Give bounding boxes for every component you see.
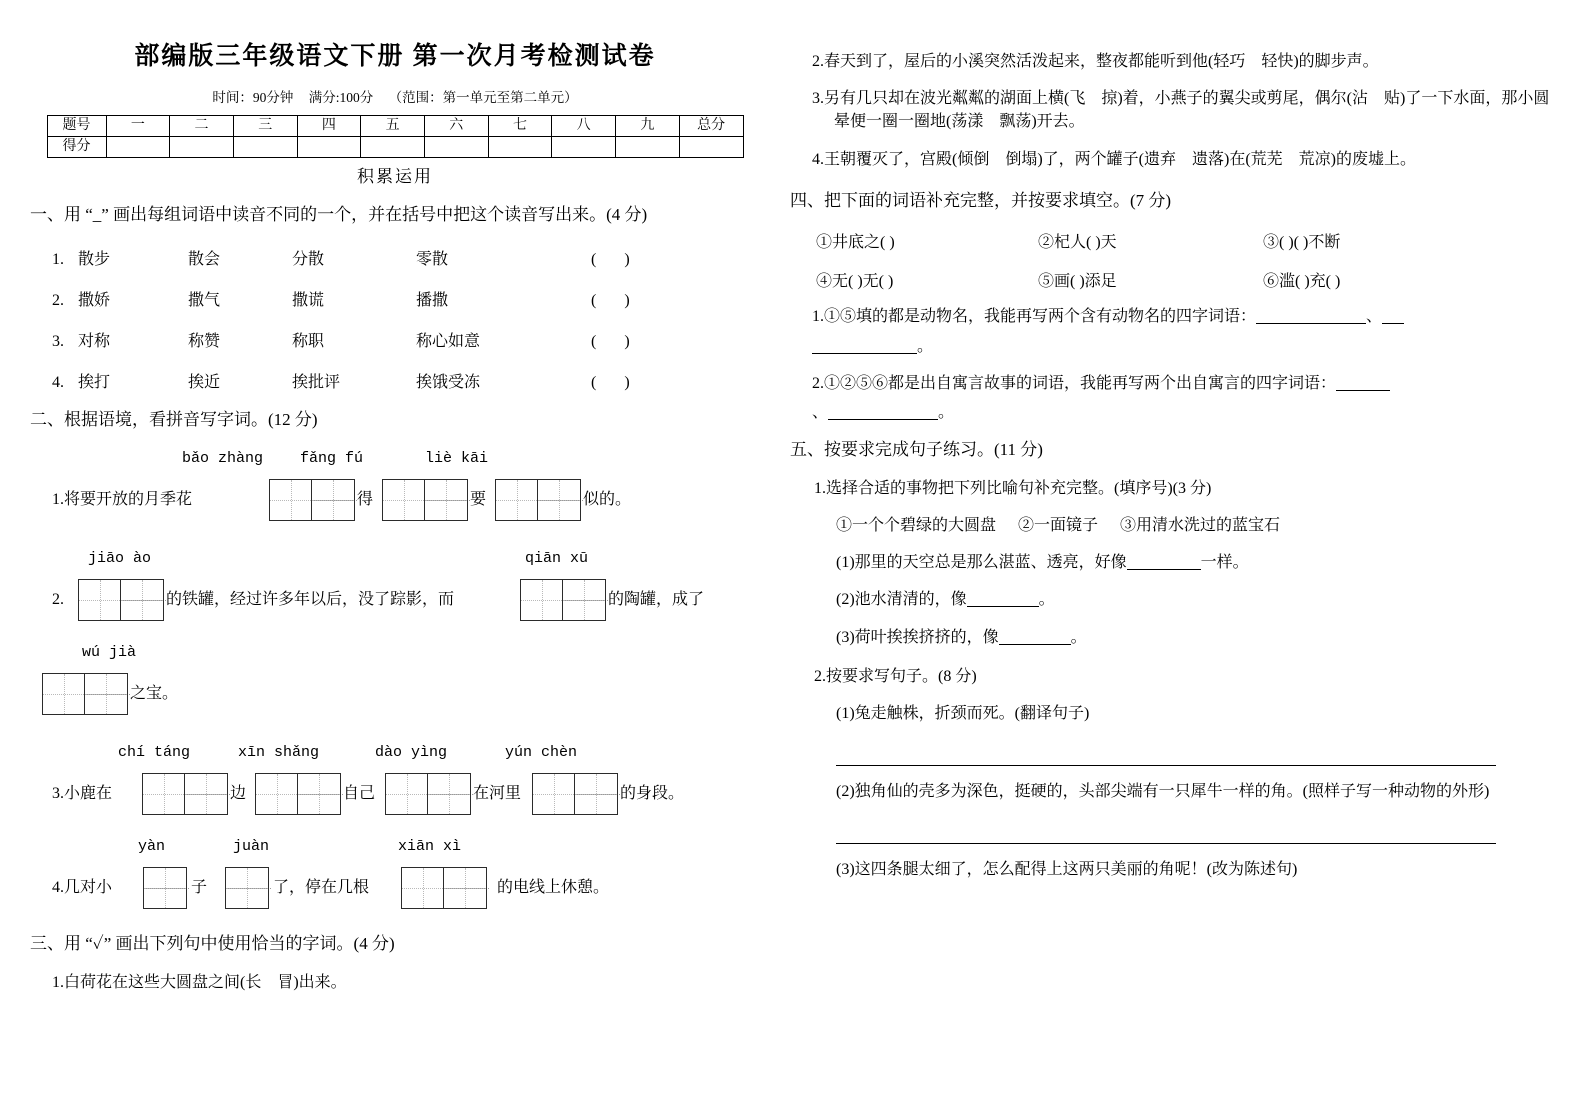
idiom-5[interactable]: ⑤画( )添足	[1038, 273, 1117, 291]
score-table	[47, 115, 744, 158]
q4-mid-text-1: 子	[191, 879, 208, 897]
word-3[interactable]: 分散	[292, 250, 325, 268]
answer-blank[interactable]	[1336, 390, 1390, 391]
score-cell-8[interactable]	[552, 137, 616, 158]
list-item	[30, 369, 760, 392]
q4-tail-text: 的电线上休憩。	[497, 879, 610, 897]
q2b-tail-text: 之宝。	[130, 685, 179, 703]
table-row-header	[47, 116, 743, 137]
section-three-item-3: 3.另有几只却在波光粼粼的湖面上横(飞 掠)着，小燕子的翼尖或剪尾，偶尔(沾 贴)了一下水面，那小圆晕便一圈一圈地(荡漾 飘荡)开去。	[812, 90, 1550, 131]
word-2[interactable]: 挨近	[188, 373, 221, 391]
q2-number: 2.	[52, 591, 64, 609]
section-five-q1-blank-1	[790, 551, 1560, 574]
exam-meta	[30, 86, 760, 106]
section-three-heading: 三、用 “✓” 画出下列句中使用恰当的字词。(4 分)	[30, 934, 395, 954]
section-three-item-2: 2.春天到了，屋后的小溪突然活泼起来，整夜都能听到他(轻巧 轻快)的脚步声。	[812, 53, 1379, 70]
q3-mid-text-1: 边	[230, 785, 247, 803]
followup-2-end: 。	[938, 403, 955, 421]
answer-blank[interactable]	[1382, 323, 1404, 324]
q2-mid-text: 的铁罐，经过许多年以后，没了踪影，而	[166, 591, 455, 609]
score-col-9: 九	[616, 116, 680, 137]
section-five-heading: 五、按要求完成句子练习。(11 分)	[790, 440, 1043, 460]
list-item	[30, 287, 760, 310]
left-column	[30, 0, 760, 994]
idiom-row-1	[790, 229, 1560, 252]
pinyin-line-q4	[30, 838, 760, 860]
answer-grid-box[interactable]	[42, 673, 128, 715]
score-cell-3[interactable]	[233, 137, 297, 158]
q3-mid-text-3: 在河里	[473, 785, 522, 803]
section-four-followup-1	[790, 305, 1560, 357]
answer-blank[interactable]	[828, 419, 938, 420]
section-five-q2-prompt: 2.按要求写句子。(8 分)	[814, 667, 977, 685]
q1-mid-text-1: 得	[357, 491, 374, 509]
blank-3-pre: (3)荷叶挨挨挤挤的，像	[836, 628, 999, 646]
pinyin-lie-kai: liè kāi	[425, 450, 489, 468]
section-four-heading: 四、把下面的词语补充完整，并按要求填空。(7 分)	[790, 190, 1172, 210]
score-cell-6[interactable]	[424, 137, 488, 158]
page-title: 部编版三年级语文下册 第一次月考检测试卷	[134, 43, 656, 70]
pinyin-yun-chen: yún chèn	[505, 744, 578, 762]
sentence-q4	[30, 864, 760, 912]
section-four-followup-2	[790, 372, 1560, 424]
followup-1-text: 1.①⑤填的都是动物名，我能再写两个含有动物名的四字词语：	[812, 308, 1257, 326]
section-five-q2-item-3: (3)这四条腿太细了，怎么配得上这两只美丽的角呢！(改为陈述句)	[836, 861, 1298, 879]
q2-tail-text: 的陶罐，成了	[608, 591, 705, 609]
band-title: 积累运用	[357, 167, 433, 186]
section-five-q2-item-1: (1)兔走触株，折颈而死。(翻译句子)	[836, 704, 1090, 722]
section-one-heading: 一、用 “_” 画出每组词语中读音不同的一个，并在括号中把这个读音写出来。(4 分)	[30, 205, 648, 224]
pinyin-chi-tang: chí táng	[118, 744, 191, 762]
section-two-heading: 二、根据语境，看拼音写字词。(12 分)	[30, 409, 318, 429]
sentence-q3	[30, 770, 760, 818]
list-item	[30, 328, 760, 351]
answer-grid-box[interactable]	[225, 867, 269, 909]
option-3[interactable]: ③用清水洗过的蓝宝石	[1120, 516, 1281, 534]
answer-grid-box[interactable]	[78, 579, 164, 621]
full-marks-label: 满分:100分	[308, 90, 374, 105]
score-col-3: 三	[233, 116, 297, 137]
pinyin-qian-xu: qiān xū	[525, 550, 589, 568]
word-3[interactable]: 撒谎	[292, 291, 325, 309]
answer-blank[interactable]	[1127, 569, 1201, 570]
answer-blank[interactable]	[967, 606, 1039, 607]
score-col-total: 总分	[679, 116, 743, 137]
pinyin-fang-fu: fǎng fú	[300, 450, 364, 468]
scope-label: （范围：第一单元至第二单元）	[388, 90, 578, 105]
word-2[interactable]: 称赞	[188, 332, 221, 350]
q1-mid-text-2: 要	[470, 491, 487, 509]
blank-2-pre: (2)池水清清的，像	[836, 591, 967, 609]
score-cell-1[interactable]	[106, 137, 170, 158]
followup-1-separator: 、	[1366, 308, 1383, 326]
score-cell-total[interactable]	[679, 137, 743, 158]
answer-parenthesis[interactable]: ( )	[591, 250, 642, 268]
section-five-q1-options	[790, 514, 1560, 537]
word-3[interactable]: 挨批评	[292, 373, 341, 391]
answer-grid-box[interactable]	[385, 773, 471, 815]
item-number: 2.	[52, 291, 64, 309]
word-3[interactable]: 称职	[292, 332, 325, 350]
pinyin-jiao-ao: jiāo ào	[88, 550, 152, 568]
time-label: 时间：90分钟	[212, 90, 294, 105]
score-col-4: 四	[297, 116, 361, 137]
pinyin-line-q2	[30, 550, 760, 572]
followup-2-separator: 、	[812, 403, 829, 421]
right-column	[790, 0, 1560, 881]
list-item	[30, 246, 760, 269]
pinyin-bao-zhang: bǎo zhàng	[182, 450, 264, 468]
sentence-q2b	[30, 670, 760, 718]
q4-mid-text-2: 了，停在几根	[273, 879, 370, 897]
followup-1-end: 。	[917, 337, 934, 355]
answer-write-line[interactable]	[836, 765, 1496, 766]
idiom-2[interactable]: ②杞人( )天	[1038, 234, 1117, 252]
answer-grid-box[interactable]	[255, 773, 341, 815]
blank-3-post: 。	[1070, 628, 1087, 646]
word-1[interactable]: 挨打	[78, 373, 111, 391]
item-number: 3.	[52, 332, 64, 350]
score-cell-5[interactable]	[361, 137, 425, 158]
answer-parenthesis[interactable]: ( )	[591, 291, 642, 309]
pinyin-yan: yàn	[138, 838, 166, 856]
score-cell-4[interactable]	[297, 137, 361, 158]
answer-grid-box[interactable]	[520, 579, 606, 621]
answer-write-line[interactable]	[836, 843, 1496, 844]
score-col-1: 一	[106, 116, 170, 137]
answer-grid-box[interactable]	[401, 867, 487, 909]
word-1[interactable]: 对称	[78, 332, 111, 350]
score-table-row-label-0: 题号	[47, 116, 106, 137]
item-number: 4.	[52, 373, 64, 391]
word-1[interactable]: 撒娇	[78, 291, 111, 309]
item-number: 1.	[52, 250, 64, 268]
answer-parenthesis[interactable]: ( )	[591, 332, 642, 350]
answer-blank[interactable]	[1256, 323, 1366, 324]
answer-grid-box[interactable]	[532, 773, 618, 815]
answer-parenthesis[interactable]: ( )	[591, 373, 642, 391]
answer-grid-box[interactable]	[143, 867, 187, 909]
q3-tail-text: 的身段。	[620, 785, 685, 803]
q1-lead-text: 1.将要开放的月季花	[52, 491, 193, 509]
answer-grid-box[interactable]	[142, 773, 228, 815]
pinyin-line-q3	[30, 744, 760, 766]
answer-grid-box[interactable]	[382, 479, 468, 521]
score-cell-7[interactable]	[488, 137, 552, 158]
word-4[interactable]: 称心如意	[416, 332, 481, 350]
option-1[interactable]: ①一个个碧绿的大圆盘	[836, 516, 997, 534]
sentence-q1	[30, 476, 760, 524]
score-col-6: 六	[424, 116, 488, 137]
pinyin-xin-shang: xīn shǎng	[238, 744, 320, 762]
blank-1-pre: (1)那里的天空总是那么湛蓝、透亮，好像	[836, 554, 1127, 572]
score-table-row-label-1: 得分	[47, 137, 106, 158]
score-col-5: 五	[361, 116, 425, 137]
answer-blank[interactable]	[999, 644, 1071, 645]
word-4[interactable]: 播撒	[416, 291, 449, 309]
idiom-6[interactable]: ⑥滥( )充( )	[1263, 273, 1341, 291]
pinyin-juan: juàn	[233, 838, 270, 856]
score-col-8: 八	[552, 116, 616, 137]
q1-tail-text: 似的。	[583, 491, 632, 509]
idiom-4[interactable]: ④无( )无( )	[816, 273, 894, 291]
idiom-3[interactable]: ③( )( )不断	[1263, 234, 1341, 252]
score-cell-2[interactable]	[170, 137, 234, 158]
word-1[interactable]: 散步	[78, 250, 111, 268]
section-three-item-4: 4.王朝覆灭了，宫殿(倾倒 倒塌)了，两个罐子(遗弃 遗落)在(荒芜 荒凉)的废墟上。	[812, 150, 1416, 168]
q4-lead-text: 4.几对小	[52, 879, 113, 897]
answer-blank[interactable]	[812, 353, 917, 354]
idiom-row-2	[790, 268, 1560, 291]
idiom-1[interactable]: ①井底之( )	[816, 234, 895, 252]
blank-1-post: 一样。	[1200, 554, 1249, 572]
word-2[interactable]: 撒气	[188, 291, 221, 309]
table-row-scores	[47, 137, 743, 158]
pinyin-dao-ying: dào yìng	[375, 744, 448, 762]
section-five-q1-blank-3	[790, 626, 1560, 649]
word-4[interactable]: 零散	[416, 250, 449, 268]
score-col-2: 二	[170, 116, 234, 137]
section-five-q1-prompt: 1.选择合适的事物把下列比喻句补充完整。(填序号)(3 分)	[814, 479, 1212, 497]
sentence-q2	[30, 576, 760, 624]
score-col-7: 七	[488, 116, 552, 137]
section-five-q1-blank-2	[790, 588, 1560, 611]
answer-grid-box[interactable]	[495, 479, 581, 521]
score-cell-9[interactable]	[616, 137, 680, 158]
q3-lead-text: 3.小鹿在	[52, 785, 113, 803]
pinyin-line-q1	[30, 450, 760, 472]
pinyin-xian-xi: xiān xì	[398, 838, 462, 856]
answer-grid-box[interactable]	[269, 479, 355, 521]
section-three-item-1: 1.白荷花在这些大圆盘之间(长 冒)出来。	[52, 973, 347, 991]
word-4[interactable]: 挨饿受冻	[416, 373, 481, 391]
pinyin-line-q2b	[30, 644, 760, 666]
blank-2-post: 。	[1038, 591, 1055, 609]
section-five-q2-item-2: (2)独角仙的壳多为深色，挺硬的，头部尖端有一只犀牛一样的角。(照样子写一种动物的外形)	[836, 783, 1490, 801]
q3-mid-text-2: 自己	[343, 785, 376, 803]
pinyin-wu-jia: wú jià	[82, 644, 137, 662]
followup-2-text: 2.①②⑤⑥都是出自寓言故事的词语，我能再写两个出自寓言的四字词语：	[812, 374, 1337, 392]
word-2[interactable]: 散会	[188, 250, 221, 268]
option-2[interactable]: ②一面镜子	[1018, 516, 1099, 534]
